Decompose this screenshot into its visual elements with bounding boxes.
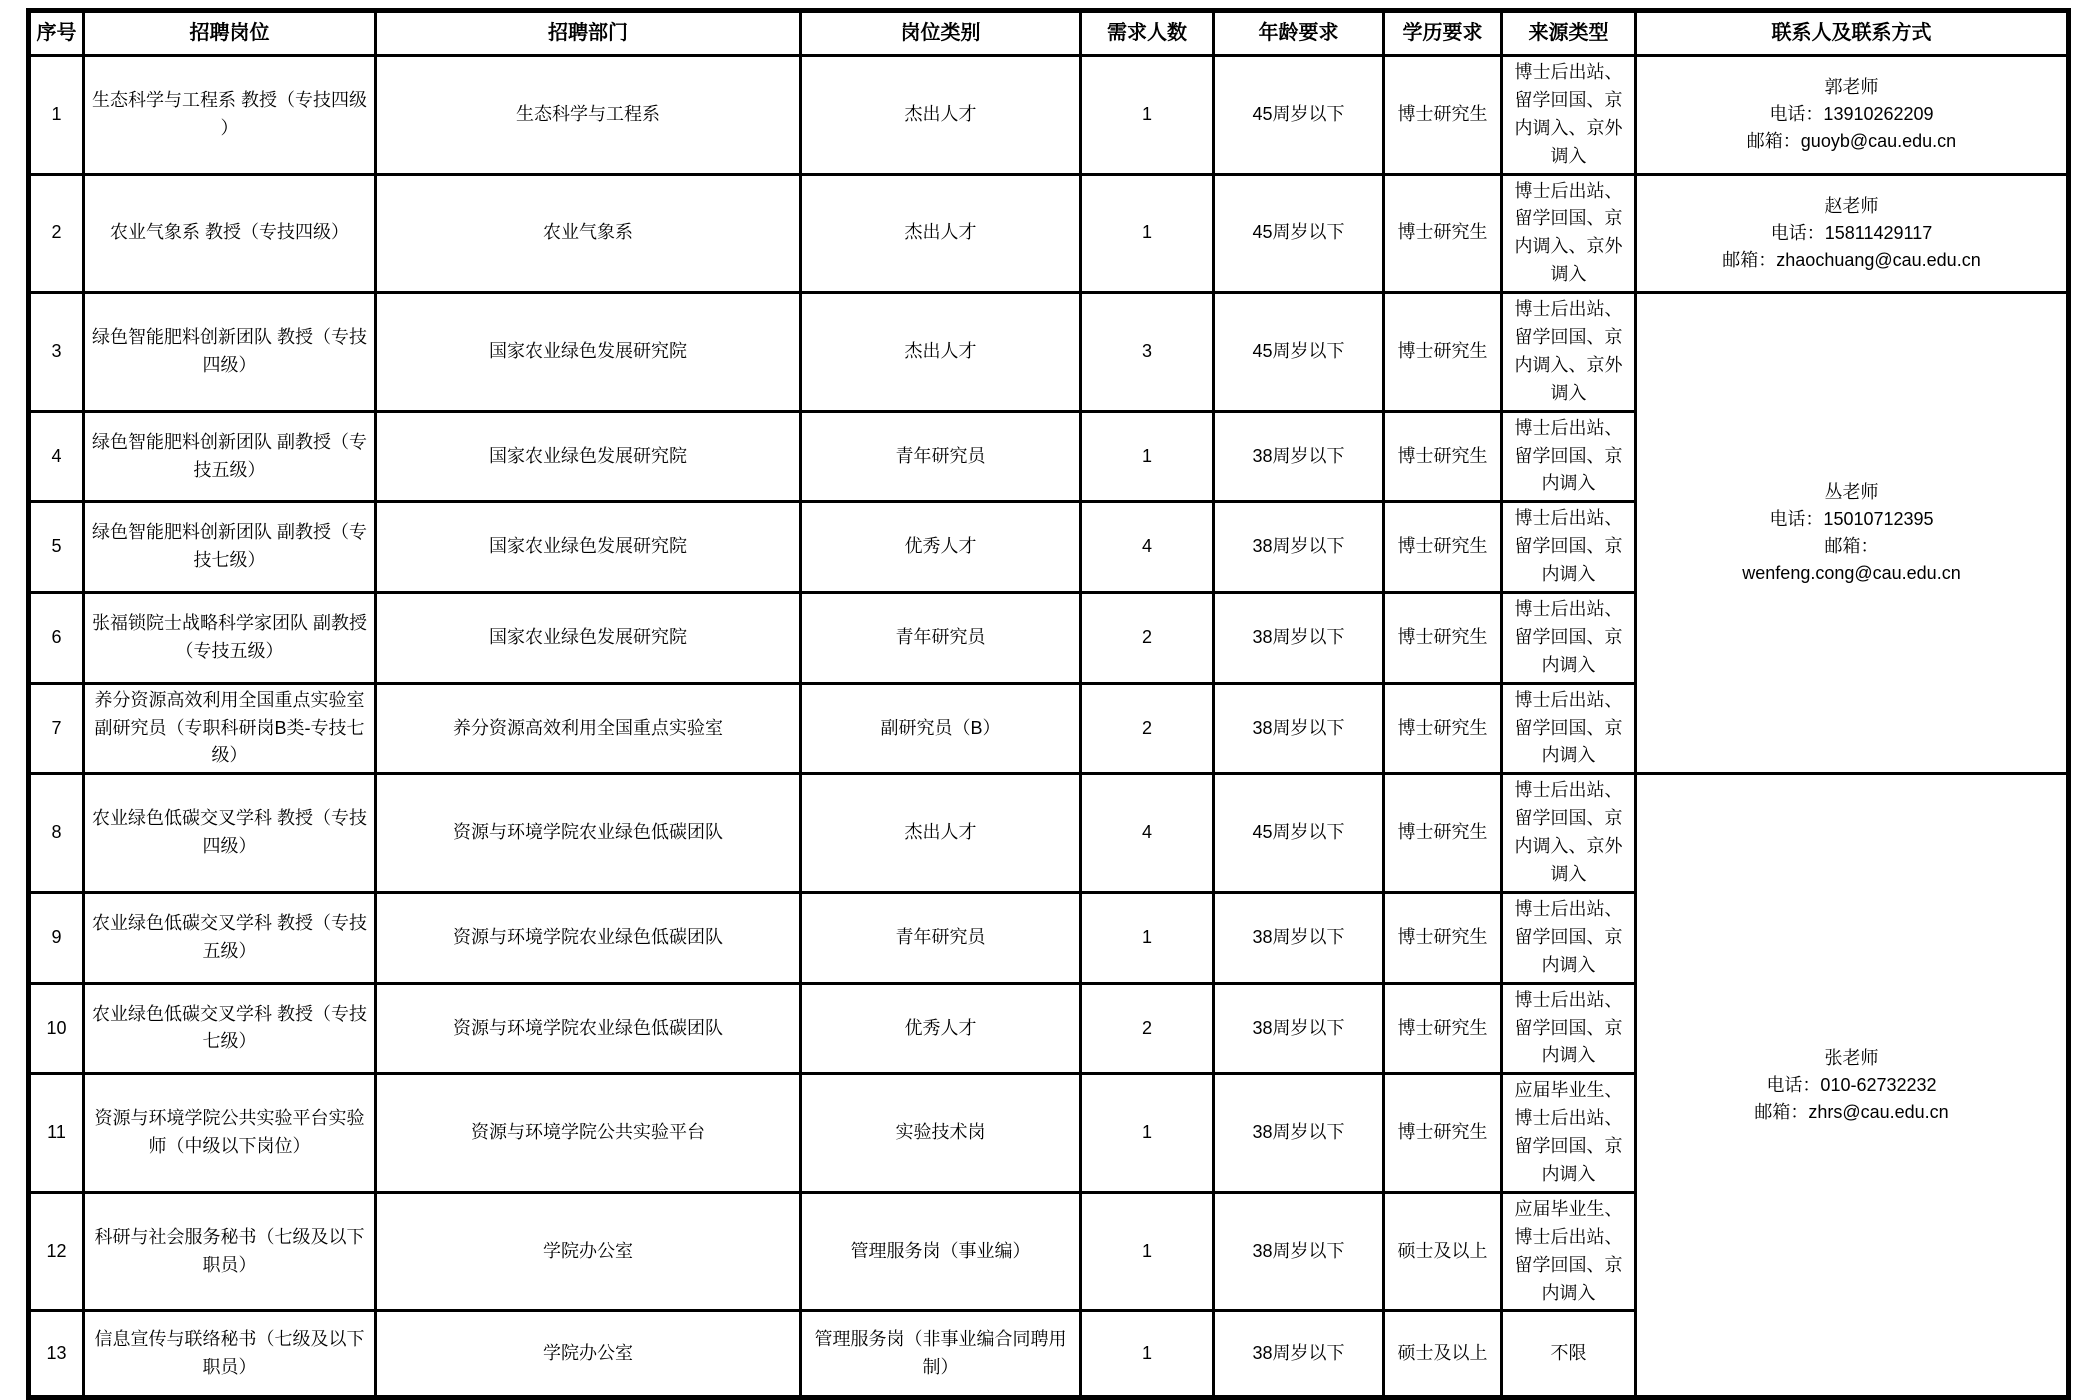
header-row: [29, 11, 2069, 56]
cell-contact-merged: [1636, 774, 2069, 1398]
cell-source: 博士后出站、留学回国、京内调入、京外调入: [1502, 56, 1636, 175]
cell-count: 3: [1081, 293, 1214, 412]
cell-position: 生态科学与工程系 教授（专技四级）: [84, 56, 376, 175]
contact-email: 邮箱：zhaochuang@cau.edu.cn: [1722, 249, 1981, 270]
column-header-contact: 联系人及联系方式: [1636, 11, 2069, 56]
cell-age: 38周岁以下: [1214, 983, 1384, 1074]
cell-position: 农业绿色低碳交叉学科 教授（专技五级）: [84, 892, 376, 983]
cell-age: 38周岁以下: [1214, 1311, 1384, 1398]
cell-age: 38周岁以下: [1214, 411, 1384, 502]
cell-education: 博士研究生: [1384, 1074, 1502, 1193]
cell-source: 应届毕业生、博士后出站、留学回国、京内调入: [1502, 1074, 1636, 1193]
cell-no: 5: [29, 502, 84, 593]
cell-source: 博士后出站、留学回国、京内调入: [1502, 892, 1636, 983]
cell-age: 38周岁以下: [1214, 593, 1384, 684]
cell-department: 资源与环境学院农业绿色低碳团队: [376, 892, 801, 983]
cell-department: 养分资源高效利用全国重点实验室: [376, 683, 801, 774]
contact-name: 郭老师: [1824, 77, 1879, 98]
cell-age: 45周岁以下: [1214, 293, 1384, 412]
column-header-no: 序号: [29, 11, 84, 56]
cell-contact-merged: [1636, 293, 2069, 774]
table-row: [29, 774, 2069, 893]
table-row: [29, 174, 2069, 293]
cell-position: 农业气象系 教授（专技四级）: [84, 174, 376, 293]
cell-department: 国家农业绿色发展研究院: [376, 593, 801, 684]
cell-department: 国家农业绿色发展研究院: [376, 293, 801, 412]
cell-position: 绿色智能肥料创新团队 教授（专技四级）: [84, 293, 376, 412]
cell-category: 副研究员（B）: [801, 683, 1081, 774]
cell-count: 2: [1081, 683, 1214, 774]
cell-position: 农业绿色低碳交叉学科 教授（专技四级）: [84, 774, 376, 893]
cell-position: 绿色智能肥料创新团队 副教授（专技五级）: [84, 411, 376, 502]
column-header-count: 需求人数: [1081, 11, 1214, 56]
cell-count: 1: [1081, 1192, 1214, 1311]
cell-education: 博士研究生: [1384, 411, 1502, 502]
cell-position: 资源与环境学院公共实验平台实验师（中级以下岗位）: [84, 1074, 376, 1193]
cell-education: 博士研究生: [1384, 293, 1502, 412]
cell-category: 杰出人才: [801, 56, 1081, 175]
cell-source: 博士后出站、留学回国、京内调入、京外调入: [1502, 293, 1636, 412]
cell-category: 优秀人才: [801, 983, 1081, 1074]
cell-position: 绿色智能肥料创新团队 副教授（专技七级）: [84, 502, 376, 593]
cell-no: 10: [29, 983, 84, 1074]
cell-department: 生态科学与工程系: [376, 56, 801, 175]
cell-education: 博士研究生: [1384, 683, 1502, 774]
cell-position: 农业绿色低碳交叉学科 教授（专技七级）: [84, 983, 376, 1074]
cell-source: 应届毕业生、博士后出站、留学回国、京内调入: [1502, 1192, 1636, 1311]
cell-age: 45周岁以下: [1214, 174, 1384, 293]
cell-education: 博士研究生: [1384, 593, 1502, 684]
cell-department: 学院办公室: [376, 1311, 801, 1398]
cell-department: 资源与环境学院农业绿色低碳团队: [376, 983, 801, 1074]
cell-source: 博士后出站、留学回国、京内调入: [1502, 411, 1636, 502]
contact-email: 邮箱：guoyb@cau.edu.cn: [1746, 131, 1957, 152]
cell-count: 1: [1081, 56, 1214, 175]
cell-category: 杰出人才: [801, 174, 1081, 293]
cell-category: 管理服务岗（事业编）: [801, 1192, 1081, 1311]
cell-source: 博士后出站、留学回国、京内调入: [1502, 683, 1636, 774]
cell-source: 博士后出站、留学回国、京内调入、京外调入: [1502, 174, 1636, 293]
cell-age: 38周岁以下: [1214, 892, 1384, 983]
cell-age: 38周岁以下: [1214, 683, 1384, 774]
cell-position: 信息宣传与联络秘书（七级及以下职员）: [84, 1311, 376, 1398]
cell-contact: [1636, 56, 2069, 175]
cell-source: 博士后出站、留学回国、京内调入、京外调入: [1502, 774, 1636, 893]
cell-age: 45周岁以下: [1214, 774, 1384, 893]
cell-department: 学院办公室: [376, 1192, 801, 1311]
cell-no: 2: [29, 174, 84, 293]
cell-no: 8: [29, 774, 84, 893]
cell-department: 农业气象系: [376, 174, 801, 293]
cell-position: 养分资源高效利用全国重点实验室副研究员（专职科研岗B类-专技七级）: [84, 683, 376, 774]
cell-count: 2: [1081, 983, 1214, 1074]
cell-no: 13: [29, 1311, 84, 1398]
contact-name: 张老师: [1824, 1047, 1879, 1068]
table-row: [29, 293, 2069, 412]
cell-category: 杰出人才: [801, 293, 1081, 412]
table-row: [29, 56, 2069, 175]
cell-source: 不限: [1502, 1311, 1636, 1398]
cell-contact: [1636, 174, 2069, 293]
column-header-source: 来源类型: [1502, 11, 1636, 56]
cell-source: 博士后出站、留学回国、京内调入: [1502, 502, 1636, 593]
cell-no: 4: [29, 411, 84, 502]
cell-category: 青年研究员: [801, 892, 1081, 983]
cell-count: 2: [1081, 593, 1214, 684]
contact-email-label: 邮箱：: [1824, 536, 1879, 557]
cell-count: 4: [1081, 502, 1214, 593]
column-header-category: 岗位类别: [801, 11, 1081, 56]
cell-category: 实验技术岗: [801, 1074, 1081, 1193]
cell-education: 硕士及以上: [1384, 1311, 1502, 1398]
contact-name: 丛老师: [1824, 482, 1879, 503]
cell-position: 科研与社会服务秘书（七级及以下职员）: [84, 1192, 376, 1311]
column-header-age: 年龄要求: [1214, 11, 1384, 56]
cell-category: 优秀人才: [801, 502, 1081, 593]
cell-age: 45周岁以下: [1214, 56, 1384, 175]
cell-count: 1: [1081, 411, 1214, 502]
cell-education: 博士研究生: [1384, 502, 1502, 593]
contact-phone: 电话：15010712395: [1769, 509, 1934, 530]
cell-education: 硕士及以上: [1384, 1192, 1502, 1311]
cell-age: 38周岁以下: [1214, 1074, 1384, 1193]
cell-education: 博士研究生: [1384, 174, 1502, 293]
column-header-position: 招聘岗位: [84, 11, 376, 56]
cell-no: 1: [29, 56, 84, 175]
cell-category: 杰出人才: [801, 774, 1081, 893]
cell-category: 青年研究员: [801, 593, 1081, 684]
contact-email: wenfeng.cong@cau.edu.cn: [1742, 563, 1961, 584]
recruitment-table: [26, 8, 2071, 1400]
cell-age: 38周岁以下: [1214, 1192, 1384, 1311]
cell-no: 3: [29, 293, 84, 412]
cell-education: 博士研究生: [1384, 892, 1502, 983]
contact-email: 邮箱：zhrs@cau.edu.cn: [1754, 1101, 1949, 1122]
cell-count: 1: [1081, 1074, 1214, 1193]
cell-department: 国家农业绿色发展研究院: [376, 411, 801, 502]
cell-count: 1: [1081, 892, 1214, 983]
cell-department: 资源与环境学院公共实验平台: [376, 1074, 801, 1193]
cell-position: 张福锁院士战略科学家团队 副教授（专技五级）: [84, 593, 376, 684]
cell-education: 博士研究生: [1384, 983, 1502, 1074]
column-header-education: 学历要求: [1384, 11, 1502, 56]
cell-category: 青年研究员: [801, 411, 1081, 502]
cell-no: 9: [29, 892, 84, 983]
cell-category: 管理服务岗（非事业编合同聘用制）: [801, 1311, 1081, 1398]
contact-phone: 电话：010-62732232: [1766, 1074, 1937, 1095]
cell-education: 博士研究生: [1384, 774, 1502, 893]
contact-phone: 电话：15811429117: [1770, 222, 1933, 243]
cell-source: 博士后出站、留学回国、京内调入: [1502, 983, 1636, 1074]
cell-no: 6: [29, 593, 84, 684]
cell-education: 博士研究生: [1384, 56, 1502, 175]
cell-no: 7: [29, 683, 84, 774]
cell-count: 1: [1081, 1311, 1214, 1398]
cell-source: 博士后出站、留学回国、京内调入: [1502, 593, 1636, 684]
cell-department: 国家农业绿色发展研究院: [376, 502, 801, 593]
cell-no: 12: [29, 1192, 84, 1311]
cell-count: 4: [1081, 774, 1214, 893]
cell-count: 1: [1081, 174, 1214, 293]
column-header-department: 招聘部门: [376, 11, 801, 56]
contact-name: 赵老师: [1824, 195, 1879, 216]
contact-phone: 电话：13910262209: [1769, 104, 1934, 125]
cell-department: 资源与环境学院农业绿色低碳团队: [376, 774, 801, 893]
cell-no: 11: [29, 1074, 84, 1193]
cell-age: 38周岁以下: [1214, 502, 1384, 593]
